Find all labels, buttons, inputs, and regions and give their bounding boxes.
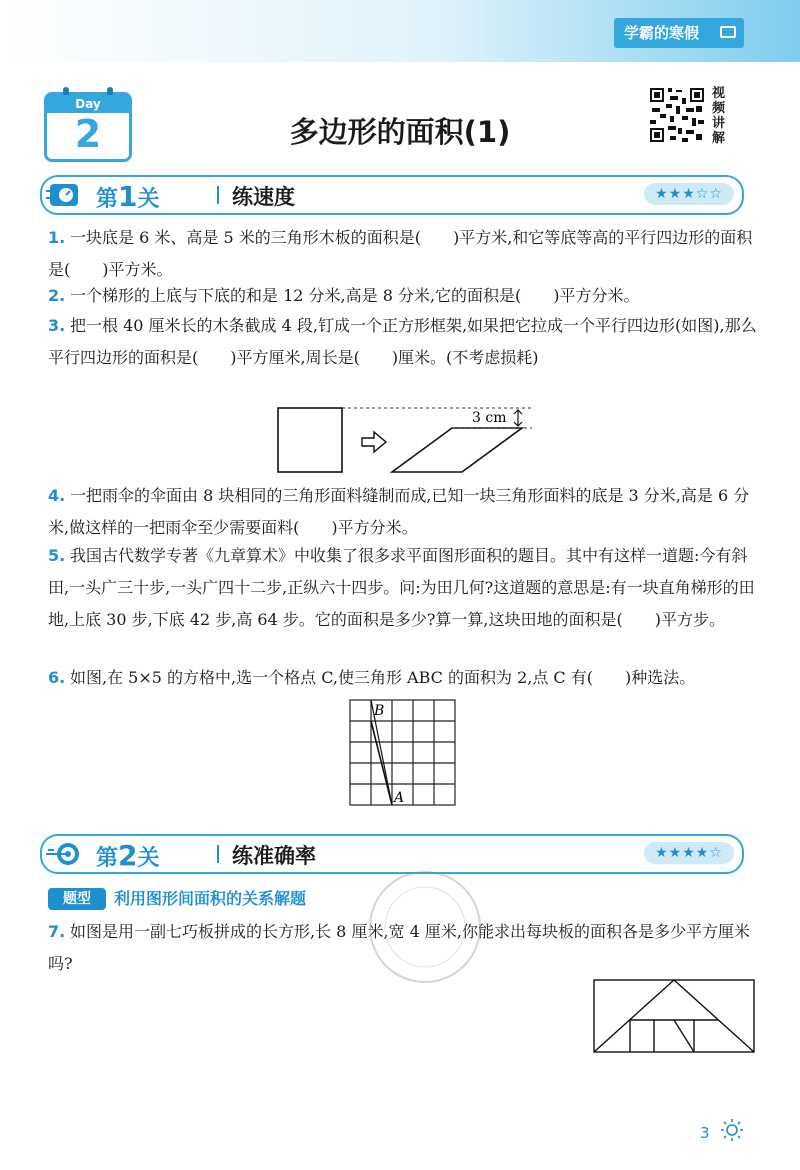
topic-tag: 题型 [48,888,106,910]
point-b-label: B [374,703,385,719]
page-number: 3 [700,1124,710,1142]
square-to-parallelogram-figure [270,398,540,478]
section-name: 练准确率 [232,844,316,868]
video-explanation-label: 视 频 讲 解 [712,86,726,146]
level-title: 第1关 [96,180,160,213]
day-label: Day [47,95,129,113]
day-number: 2 [74,112,102,156]
section-level-1 [40,175,744,215]
sun-icon [720,1118,744,1142]
question-5: 5. 我国古代数学专著《九章算术》中收集了很多求平面图形面积的题目。其中有这样一道题:今有斜田,一头广三十步,一头广四十二步,正纵六十四步。问:为田几何?这道题的意思是:有一块直角梯形的田地,上底 30 步,下底 42 步,高 64 步。它的面积是多少?算一算,这块田地的面积是( )平方步。 [48,546,755,629]
page-title: 多边形的面积(1) [289,115,511,149]
watermark-stamp [360,862,490,992]
tangram-rectangle-figure [590,976,760,1056]
brand-badge [614,18,744,48]
question-7: 7. 如图是用一副七巧板拼成的长方形,长 8 厘米,宽 4 厘米,你能求出每块板的面积各是多少平方厘米吗? [48,922,750,973]
square-shape [278,408,342,472]
target-icon [46,841,82,867]
grid-5x5-figure [346,696,460,810]
arrow-right-icon [362,432,386,452]
level-title: 第2关 [96,839,160,872]
height-label: 3 cm [472,410,507,426]
question-1: 1. 一块底是 6 米、高是 5 米的三角形木板的面积是( )平方米,和它等底等高的平行四边形的面积是( )平方米。 [48,228,753,279]
section-name: 练速度 [232,185,295,209]
day-calendar [44,92,132,162]
difficulty-stars: ★★★★☆ [644,842,734,864]
brand-title: 学霸的寒假 [624,24,700,42]
topic-text: 利用图形间面积的关系解题 [114,889,307,908]
point-a-label: A [394,790,405,806]
book-icon [720,26,736,38]
question-3: 3. 把一根 40 厘米长的木条截成 4 段,钉成一个正方形框架,如果把它拉成一个平行四边形(如图),那么平行四边形的面积是( )平方厘米,周长是( )厘米。(不考虑损耗) [48,316,757,367]
divider [217,186,219,204]
question-4: 4. 一把雨伞的伞面由 8 块相同的三角形面料缝制而成,已知一块三角形面料的底是 3 分米,高是 6 分米,做这样的一把雨伞至少需要面料( )平方分米。 [48,486,750,537]
divider [217,845,219,863]
question-6: 6. 如图,在 5×5 的方格中,选一个格点 C,使三角形 ABC 的面积为 2,点 C 有( )种选法。 [48,668,696,687]
question-2: 2. 一个梯形的上底与下底的和是 12 分米,高是 8 分米,它的面积是( )平方分米。 [48,286,640,305]
qr-code-icon[interactable] [648,86,706,144]
parallelogram-shape [392,428,522,472]
speed-icon [46,182,82,208]
difficulty-stars: ★★★☆☆ [644,183,734,205]
